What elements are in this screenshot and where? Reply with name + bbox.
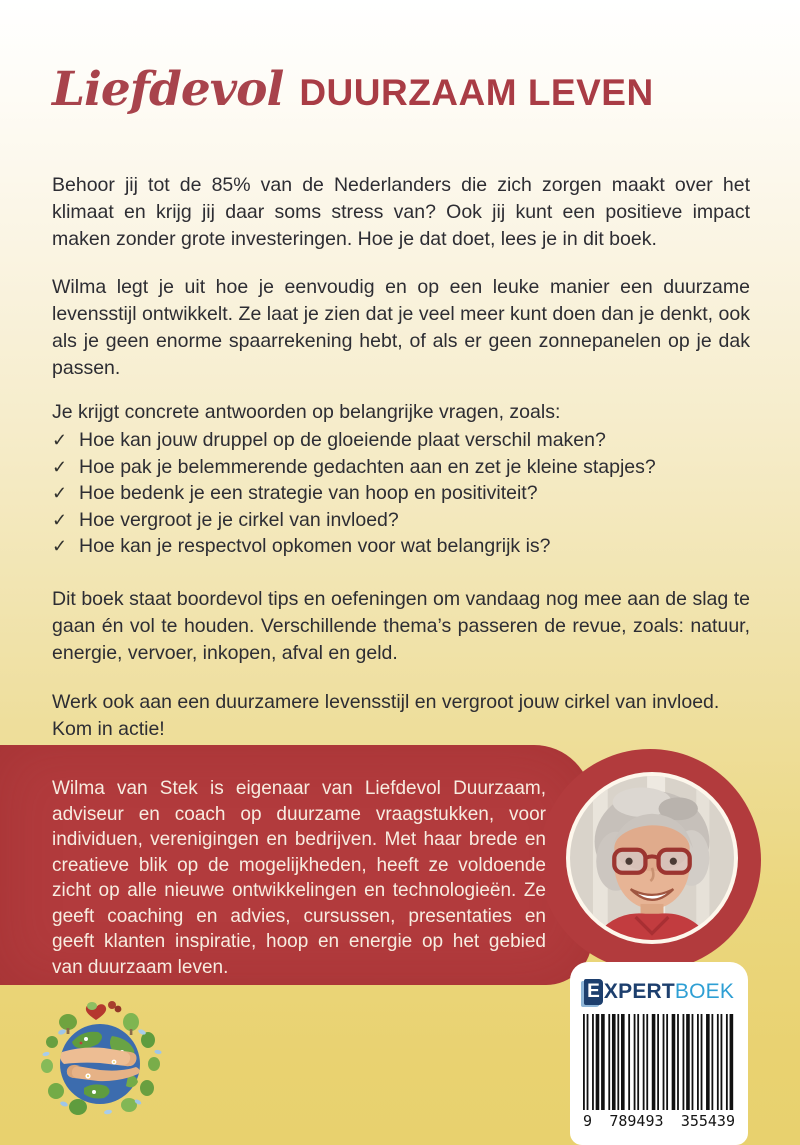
paragraph-intro-1: Behoor jij tot de 85% van de Nederlanders die zich zorgen maakt over het klimaat en krijg jij daar soms stress van? Ook jij kunt een positieve impact maken zonder grote investeringen. Hoe je dat doet, lees je in dit boek.: [52, 173, 750, 250]
author-bio-text: Wilma van Stek is eigenaar van Liefdevol Duurzaam, adviseur en coach op duurzame vraagstukken, voor individuen, verenigingen en bedrijven. Met haar brede en creatieve blik op de mogelijkheden, heeft ze voldoende zicht op alle nieuwe ontwikkelingen en technologieën. Ze geeft coaching en advies, cursussen, presentaties en geeft klanten inspiratie, hoop en energie op het gebied van duurzaam leven.: [52, 778, 546, 978]
checkmark-icon: ✓: [52, 509, 68, 530]
checklist-item: [52, 427, 750, 454]
isbn-digit-group: 789493: [609, 1112, 664, 1130]
questions-lead: Je krijgt concrete antwoorden op belangrijke vragen, zoals:: [52, 400, 561, 423]
title-script-word: Liefdevol: [52, 62, 284, 117]
earth-hug-svg: [34, 992, 170, 1128]
checklist-item-text: Hoe bedenk je een strategie van hoop en positiviteit?: [79, 482, 538, 504]
checklist-item-text: Hoe kan jouw druppel op de gloeiende plaat verschil maken?: [79, 429, 606, 451]
earth-hug-illustration: [34, 992, 170, 1128]
checklist-item: [52, 454, 750, 481]
author-photo: [570, 776, 734, 940]
checkmark-icon: ✓: [52, 483, 68, 503]
paragraph-closing-1: Dit boek staat boordevol tips en oefeningen om vandaag nog mee aan de slag te gaan én vol te houden. Verschillende thema’s passeren de revue, zoals: natuur, energie, vervoer, inkopen, afval en geld.: [52, 587, 750, 664]
isbn-digit-group: 355439: [680, 1112, 735, 1130]
checklist-item: [52, 533, 750, 560]
title-caps-words: DUURZAAM LEVEN: [299, 72, 654, 113]
book-title: [52, 62, 654, 117]
checklist-item-text: Hoe kan je respectvol opkomen voor wat belangrijk is?: [79, 535, 551, 557]
publisher-logo-boek: BOEK: [674, 980, 735, 1003]
barcode: [583, 1014, 735, 1110]
checklist-item-text: Hoe vergroot je je cirkel van invloed?: [79, 508, 399, 531]
paragraph-intro-2: Wilma legt je uit hoe je eenvoudig en op een leuke manier een duurzame levensstijl ontwikkelt. Ze laat je zien dat je veel meer kunt doen dan je denkt, ook als je geen enorme spaarrekening hebt, of als er geen zonnepanelen op je dak passen.: [52, 275, 750, 379]
checkmark-icon: ✓: [52, 430, 68, 450]
checklist-item: [52, 480, 750, 507]
publisher-logo: [584, 978, 734, 1006]
checkmark-icon: ✓: [52, 536, 68, 556]
checklist-item: [52, 507, 750, 534]
author-portrait-illustration: [570, 776, 734, 940]
paragraph-closing-2: Werk ook aan een duurzamere levensstijl en vergroot jouw cirkel van invloed. Kom in actie!: [52, 690, 720, 740]
author-photo-frame: [566, 772, 738, 944]
isbn-number: [583, 1112, 735, 1130]
isbn-digit-group: 9: [583, 1112, 593, 1130]
book-icon: E: [584, 979, 603, 1005]
publisher-barcode-card: [570, 962, 748, 1145]
questions-checklist: [52, 427, 750, 560]
checkmark-icon: ✓: [52, 456, 68, 477]
publisher-logo-expert: XPERT: [603, 980, 675, 1003]
checklist-item-text: Hoe pak je belemmerende gedachten aan en zet je kleine stapjes?: [79, 455, 656, 478]
